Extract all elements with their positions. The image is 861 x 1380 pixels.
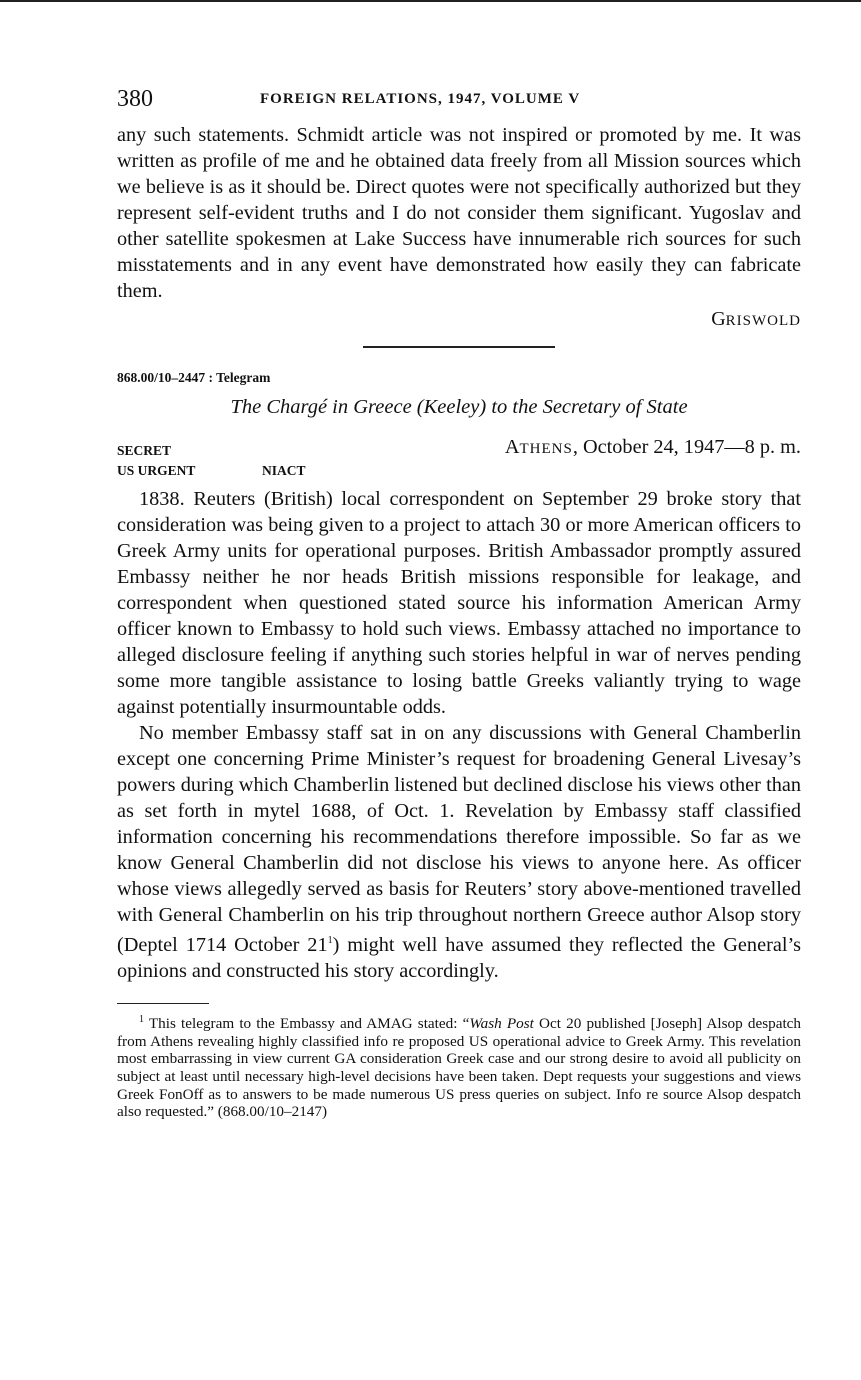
handling-row bbox=[117, 460, 801, 484]
page-header bbox=[117, 86, 801, 122]
telegram-paragraph-1: 1838. Reuters (British) local correspondent on September 29 broke story that consideration was being given to a project to attach 30 or more American officers to Greek Army units for operational purposes. British Ambassador promptly assured Embassy neither he nor heads British missions responsible for leakage, and correspondent when questioned stated source his information American Army officer known to Embassy to hold such views. Embassy attached no importance to alleged disclosure feeling if anything such stories helpful in war of nerves pending some more tangible assistance to losing battle Greeks valiantly trying to wage against potentially insurmountable odds. bbox=[117, 488, 801, 718]
footnote-marker: 1 bbox=[139, 1013, 144, 1025]
footnote-divider bbox=[117, 1003, 209, 1004]
paragraph-2-text: No member Embassy staff sat in on any discussions with General Chamberlin except one concerning Prime Minister’s request for broadening General Livesay’s powers during which Chamberlin listened but declined disclose his views other than as set forth in mytel 1688, of Oct. 1. Revelation by Embassy staff classified information concerning his recommendations therefore impossible. So far as we know General Chamberlin did not disclose his views to anyone here. As officer whose views allegedly served as basis for Reuters’ story above-mentioned travelled with General Chamberlin on his trip throughout northern Greece author Alsop story (Deptel 1714 October 21 bbox=[117, 722, 801, 956]
dateline bbox=[505, 436, 801, 459]
signature-initial: G bbox=[711, 308, 726, 330]
telegram-paragraph-2 bbox=[117, 720, 801, 984]
footnote-publication: Wash Post bbox=[469, 1014, 534, 1032]
place-initial: A bbox=[504, 436, 520, 458]
footnote-reference: 1 bbox=[327, 935, 333, 946]
footnote-text-start: This telegram to the Embassy and AMAG stated: “ bbox=[148, 1014, 470, 1032]
running-head: FOREIGN RELATIONS, 1947, VOLUME V bbox=[260, 91, 581, 107]
footnote bbox=[117, 1011, 801, 1121]
telegram-meta-row bbox=[117, 436, 801, 460]
page-number: 380 bbox=[117, 86, 153, 112]
signature-rest: RISWOLD bbox=[725, 313, 801, 329]
classification-label: SECRET bbox=[117, 443, 172, 458]
signature bbox=[117, 308, 801, 330]
handling-label: NIACT bbox=[262, 463, 306, 478]
precedence-label: US URGENT bbox=[117, 463, 196, 478]
section-divider bbox=[363, 346, 555, 348]
prior-document-text: any such statements. Schmidt article was not inspired or promoted by me. It was written as profile of me and he obtained data freely from all Mission sources which we believe is as it should be. Direct quotes were not specifically authorized but they represent self-evident truths and I do not consider them significant. Yugoslav and other satellite spokesmen at Lake Success have innumerable rich sources for such misstatements and in any event have demonstrated how easily they can fabricate them. bbox=[117, 124, 801, 302]
page-top-border bbox=[0, 0, 861, 2]
file-reference: 868.00/10–2447 : Telegram bbox=[117, 370, 271, 385]
paragraph-2-tail: ) might well have assumed they reflected the General’s opinions and constructed his story accordingly. bbox=[117, 933, 801, 982]
date-text: , October 24, 1947—8 p. m. bbox=[572, 436, 801, 458]
footnote-text-rest: Oct 20 published [Joseph] Alsop despatch from Athens revealing highly classified info re proposed US operational advice to Greek Army. This revelation most embarrassing in view current GA consideration Greek case and our strong desire to avoid all publicity on subject at least until necessary high-level decisions have been taken. Dept requests your suggestions and views Greek FonOff as to answers to be made numerous US press queries on subject. Info re source Alsop despatch also requested.” (868.00/10–2147) bbox=[117, 1014, 801, 1121]
place-rest: THENS bbox=[519, 441, 573, 457]
document-page bbox=[117, 86, 801, 1121]
document-title: The Chargé in Greece (Keeley) to the Secretary of State bbox=[230, 396, 688, 418]
